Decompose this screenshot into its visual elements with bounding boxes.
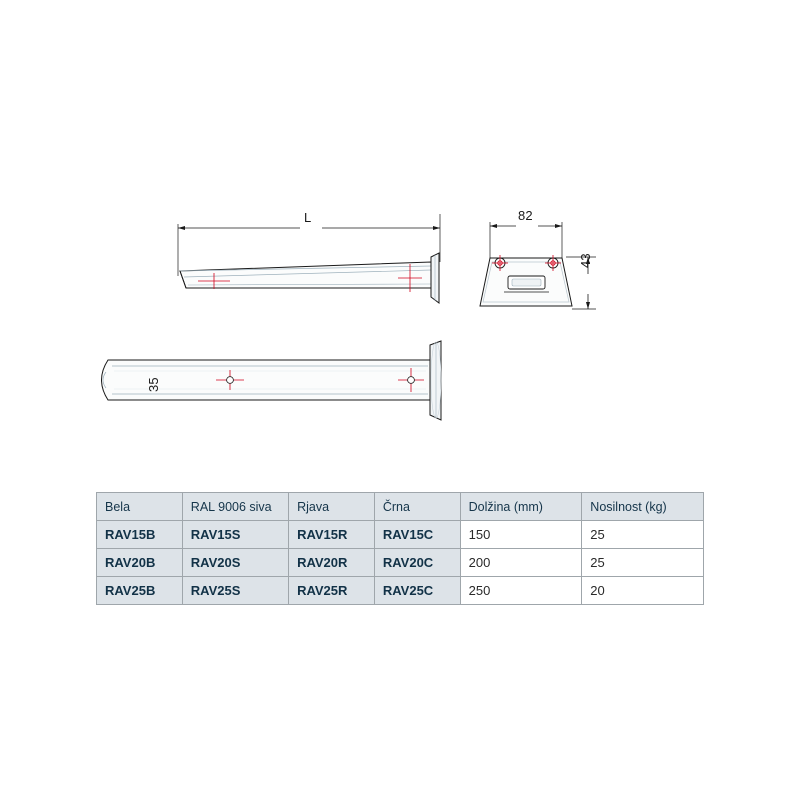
column-header-rjava: Rjava [289,493,375,521]
cell-siva: RAV15S [182,521,288,549]
cell-crna: RAV20C [374,549,460,577]
table-row [97,521,704,549]
column-header-siva: RAL 9006 siva [182,493,288,521]
cell-bela: RAV15B [97,521,183,549]
cell-dolzina: 250 [460,577,582,605]
cell-nosilnost: 25 [582,521,704,549]
cell-rjava: RAV20R [289,549,375,577]
cell-nosilnost: 20 [582,577,704,605]
column-header-bela: Bela [97,493,183,521]
cell-bela: RAV25B [97,577,183,605]
cell-dolzina: 200 [460,549,582,577]
table-row [97,549,704,577]
product-variants-table [96,492,704,605]
height-dim-label: 43 [578,253,593,268]
cell-nosilnost: 25 [582,549,704,577]
cell-crna: RAV15C [374,521,460,549]
length-dim-label: L [304,210,312,225]
width-dim-label: 82 [518,208,533,223]
cell-crna: RAV25C [374,577,460,605]
column-header-dolzina: Dolžina (mm) [460,493,582,521]
depth-dim-label: 35 [146,377,161,392]
cell-rjava: RAV25R [289,577,375,605]
table-header-row [97,493,704,521]
cell-bela: RAV20B [97,549,183,577]
column-header-nosilnost: Nosilnost (kg) [582,493,704,521]
cell-rjava: RAV15R [289,521,375,549]
cell-siva: RAV20S [182,549,288,577]
column-header-crna: Črna [374,493,460,521]
cell-dolzina: 150 [460,521,582,549]
cell-siva: RAV25S [182,577,288,605]
table-row [97,577,704,605]
